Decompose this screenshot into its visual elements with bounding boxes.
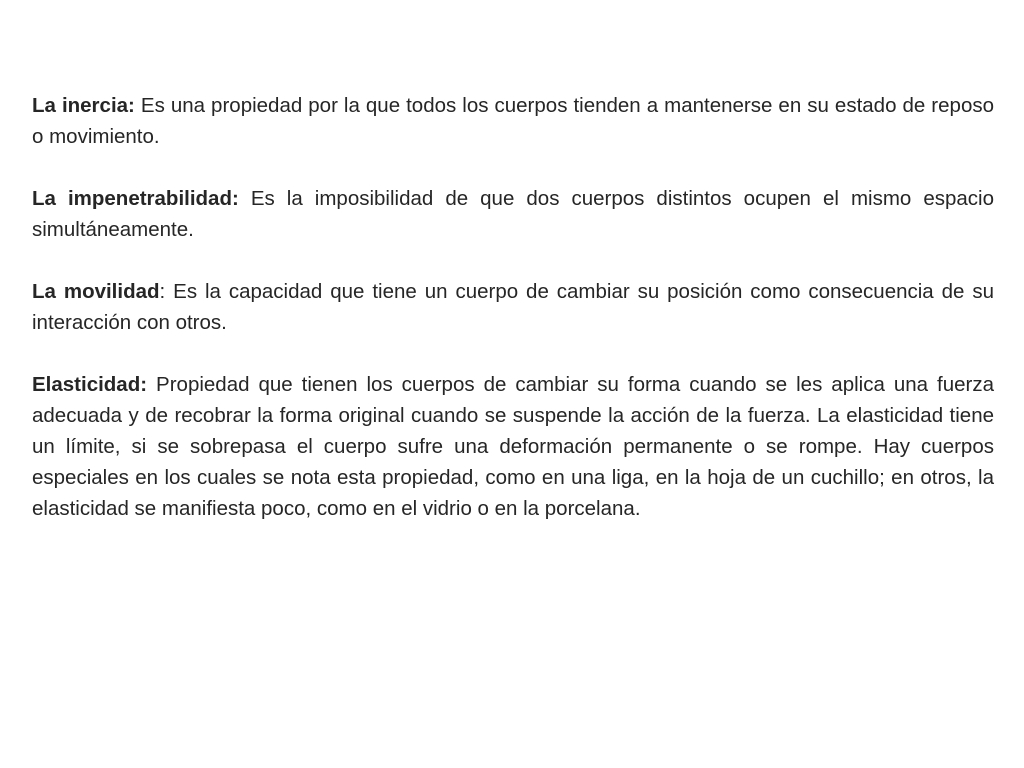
definition-elasticidad: Propiedad que tienen los cuerpos de cambiar su forma cuando se les aplica una fuerza adecuada y de recobrar la forma original cuando se suspende la acción de la fuerza. La elasticidad tiene un límite, si se sobrepasa el cuerpo sufre una deformación permanente o se rompe. Hay cuerpos especiales en los cuales se nota esta propiedad, como en una liga, en la hoja de un cuchillo; en otros, la elasticidad se manifiesta poco, como en el vidrio o en la porcelana. <box>32 373 994 520</box>
paragraph-inercia <box>32 90 994 152</box>
term-inercia: La inercia: <box>32 94 135 117</box>
paragraph-impenetrabilidad <box>32 183 994 245</box>
paragraph-movilidad <box>32 276 994 338</box>
slide-body <box>32 90 994 555</box>
paragraph-elasticidad <box>32 369 994 524</box>
definition-movilidad: : Es la capacidad que tiene un cuerpo de cambiar su posición como consecuencia de su interacción con otros. <box>32 280 994 334</box>
definition-inercia: Es una propiedad por la que todos los cuerpos tienden a mantenerse en su estado de reposo o movimiento. <box>32 94 994 148</box>
definition-impenetrabilidad: Es la imposibilidad de que dos cuerpos distintos ocupen el mismo espacio simultáneamente. <box>32 187 994 241</box>
term-elasticidad: Elasticidad: <box>32 373 148 396</box>
term-impenetrabilidad: La impenetrabilidad: <box>32 187 239 210</box>
term-movilidad: La movilidad <box>32 280 160 303</box>
